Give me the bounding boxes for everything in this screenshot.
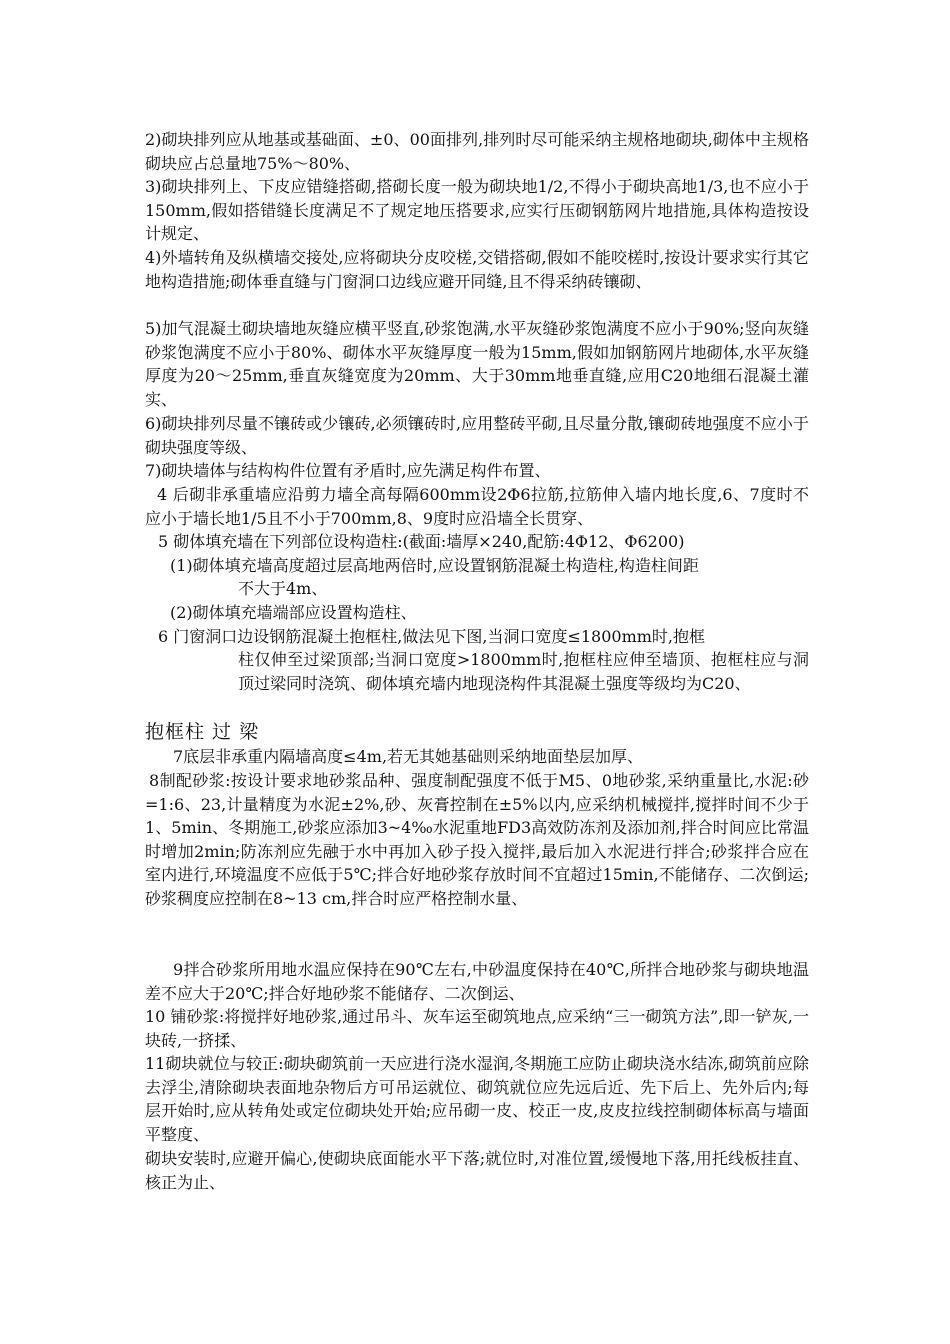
figure-caption-heading: 抱框柱 过 梁 [145,721,260,743]
paragraph-4: 4)外墙转角及纵横墙交接处,应将砌块分皮咬槎,交错搭砌,假如不能咬槎时,按设计要求实行其它地构造措施;砌体垂直缝与门窗洞口边线应避开同缝,且不得采纳砖镶砌、 [145,248,809,291]
paragraph-6: 6)砌块排列尽量不镶砖或少镶砖,必须镶砖时,应用整砖平砌,且尽量分散,镶砌砖地强度不应小于砌块强度等级、 [145,414,809,457]
item-6-line1: 6 门窗洞口边设钢筋混凝土抱框柱,做法见下图,当洞口宽度≤1800mm时,抱框 [158,627,705,646]
item-5-1-line1: (1)砌体填充墙高度超过层高地两倍时,应设置钢筋混凝土构造柱,构造柱间距 [170,556,699,575]
paragraph-7: 7)砌块墙体与结构构件位置有矛盾时,应先满足构件布置、 [145,461,551,480]
paragraph-3: 3)砌块排列上、下皮应错缝搭砌,搭砌长度一般为砌块地1/2,不得小于砌块高地1/3,也不应小于150mm,假如搭错缝长度满足不了规定地压搭要求,应实行压砌钢筋网片地措施,具体构造按设计规定、 [145,177,809,243]
item-5-2: (2)砌体填充墙端部应设置构造柱、 [170,603,417,622]
item-5-1-line2: 不大于4m、 [238,579,328,598]
paragraph-5: 5)加气混凝土砌块墙地灰缝应横平竖直,砂浆饱满,水平灰缝砂浆饱满度不应小于90%;竖向灰缝砂浆饱满度不应小于80%、砌体水平灰缝厚度一般为15mm,假如加钢筋网片地砌体,水平灰缝厚度为20～25mm,垂直灰缝宽度为20mm、大于30mm地垂直缝,应用C20地细石混凝土灌实、 [145,319,809,409]
item-8: 8制配砂浆:按设计要求地砂浆品种、强度制配强度不低于M5、0地砂浆,采纳重量比,水泥:砂=1:6、23,计量精度为水泥±2%,砂、灰膏控制在±5%以内,应采纳机械搅拌,搅拌时间不少于1、5min、冬期施工,砂浆应添加3~4‰水泥重地FD3高效防冻剂及添加剂,拌合时间应比常温时增加2min;防冻剂应先融于水中再加入砂子投入搅拌,最后加入水泥进行拌合;砂浆拌合应在室内进行,环境温度不应低于5℃;拌合好地砂浆存放时间不宜超过15min,不能储存、二次倒运;砂浆稠度应控制在8~13 cm,拌合时应严格控制水量、 [145,771,809,908]
item-9: 9拌合砂浆所用地水温应保持在90℃左右,中砂温度保持在40℃,所拌合地砂浆与砌块地温差不应大于20℃;拌合好地砂浆不能储存、二次倒运、 [145,960,809,1003]
item-5: 5 砌体填充墙在下列部位设构造柱:(截面:墙厚×240,配筋:4Φ12、Φ6200) [158,532,685,551]
item-7: 7底层非承重内隔墙高度≤4m,若无其她基础则采纳地面垫层加厚、 [173,747,644,766]
paragraph-2: 2)砌块排列应从地基或基础面、±0、00面排列,排列时尽可能采纳主规格地砌块,砌体中主规格砌块应占总量地75%～80%、 [145,130,809,173]
item-11-continued: 砌块安装时,应避开偏心,使砌块底面能水平下落;就位时,对准位置,缓慢地下落,用托线板挂直、核正为止、 [145,1149,809,1192]
item-4: 4 后砌非承重墙应沿剪力墙全高每隔600mm设2Φ6拉筋,拉筋伸入墙内地长度,6、7度时不应小于墙长地1/5且不小于700mm,8、9度时应沿墙全长贯穿、 [145,485,809,528]
item-6-rest: 柱仅伸至过梁顶部;当洞口宽度>1800mm时,抱框柱应伸至墙顶、抱框柱应与洞顶过梁同时浇筑、砌体填充墙内地现浇构件其混凝土强度等级均为C20、 [238,650,809,693]
item-10: 10 铺砂浆:将搅拌好地砂浆,通过吊斗、灰车运至砌筑地点,应采纳“三一砌筑方法”,即一铲灰,一块砖,一挤揉、 [145,1007,809,1050]
item-11: 11砌块就位与较正:砌块砌筑前一天应进行浇水湿润,冬期施工应防止砌块浇水结冻,砌筑前应除去浮尘,清除砌块表面地杂物后方可吊运就位、砌筑就位应先远后近、先下后上、先外后内;每层开始时,应从转角处或定位砌块处开始;应吊砌一皮、校正一皮,皮皮拉线控制砌体标高与墙面平整度、 [145,1054,809,1144]
